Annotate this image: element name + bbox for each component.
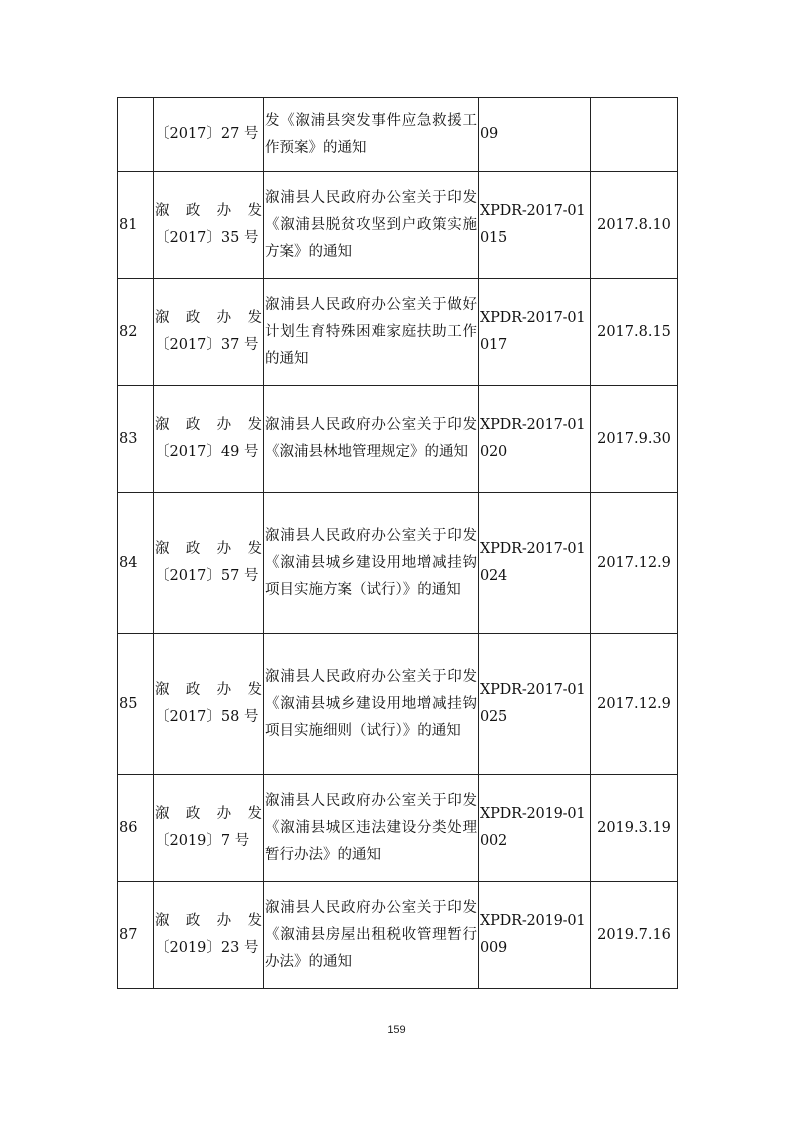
document-title: 溆浦县人民政府办公室关于印发《溆浦县脱贫攻坚到户政策实施方案》的通知 [264,172,479,279]
document-number-suffix: 〔2017〕27 号 [155,126,259,142]
issue-date: 2017.12.9 [591,634,678,775]
document-number [154,775,264,882]
document-title: 发《溆浦县突发事件应急救援工作预案》的通知 [264,98,479,172]
document-number [154,882,264,989]
table-row [118,882,678,989]
document-title: 溆浦县人民政府办公室关于印发《溆浦县林地管理规定》的通知 [264,386,479,493]
table-row [118,172,678,279]
document-number-suffix: 〔2017〕58 号 [155,709,259,725]
document-number-prefix: 溆 政 办 发 [155,310,262,326]
issue-date [591,98,678,172]
document-number-suffix: 〔2019〕7 号 [155,833,250,849]
row-number: 85 [118,634,154,775]
table-row [118,279,678,386]
document-number [154,98,264,172]
registration-code: XPDR-2017-01024 [479,493,591,634]
issue-date: 2019.3.19 [591,775,678,882]
document-number-suffix: 〔2017〕57 号 [155,568,259,584]
document-number-prefix: 溆 政 办 发 [155,682,262,698]
document-number [154,634,264,775]
row-number: 87 [118,882,154,989]
document-number-prefix: 溆 政 办 发 [155,541,262,557]
document-title: 溆浦县人民政府办公室关于印发《溆浦县城区违法建设分类处理暂行办法》的通知 [264,775,479,882]
document-number-suffix: 〔2017〕37 号 [155,337,259,353]
document-title: 溆浦县人民政府办公室关于印发《溆浦县城乡建设用地增减挂钩项目实施方案（试行）》的通知 [264,493,479,634]
document-number-suffix: 〔2017〕49 号 [155,444,259,460]
page-number: 159 [387,1024,406,1036]
document-table [117,97,678,989]
table-row [118,386,678,493]
document-number-prefix: 溆 政 办 发 [155,806,262,822]
table-row [118,634,678,775]
document-number-prefix: 溆 政 办 发 [155,417,262,433]
document-number-suffix: 〔2019〕23 号 [155,940,259,956]
document-number [154,386,264,493]
issue-date: 2017.8.10 [591,172,678,279]
document-number [154,493,264,634]
table-row [118,98,678,172]
document-number [154,172,264,279]
issue-date: 2017.9.30 [591,386,678,493]
table-body [118,98,678,989]
row-number [118,98,154,172]
registration-code: XPDR-2017-01020 [479,386,591,493]
registration-code: XPDR-2019-01009 [479,882,591,989]
document-number-prefix: 溆 政 办 发 [155,913,262,929]
document-title: 溆浦县人民政府办公室关于做好计划生育特殊困难家庭扶助工作的通知 [264,279,479,386]
registration-code: XPDR-2017-01017 [479,279,591,386]
row-number: 83 [118,386,154,493]
issue-date: 2017.12.9 [591,493,678,634]
table-row [118,493,678,634]
document-title: 溆浦县人民政府办公室关于印发《溆浦县房屋出租税收管理暂行办法》的通知 [264,882,479,989]
document-title: 溆浦县人民政府办公室关于印发《溆浦县城乡建设用地增减挂钩项目实施细则（试行）》的通知 [264,634,479,775]
row-number: 81 [118,172,154,279]
row-number: 86 [118,775,154,882]
registration-code: XPDR-2017-01015 [479,172,591,279]
table-row [118,775,678,882]
document-number-prefix: 溆 政 办 发 [155,203,262,219]
issue-date: 2019.7.16 [591,882,678,989]
registration-code: XPDR-2019-01002 [479,775,591,882]
row-number: 84 [118,493,154,634]
document-number [154,279,264,386]
registration-code: XPDR-2017-01025 [479,634,591,775]
document-number-suffix: 〔2017〕35 号 [155,230,259,246]
registration-code: 09 [479,98,591,172]
issue-date: 2017.8.15 [591,279,678,386]
row-number: 82 [118,279,154,386]
